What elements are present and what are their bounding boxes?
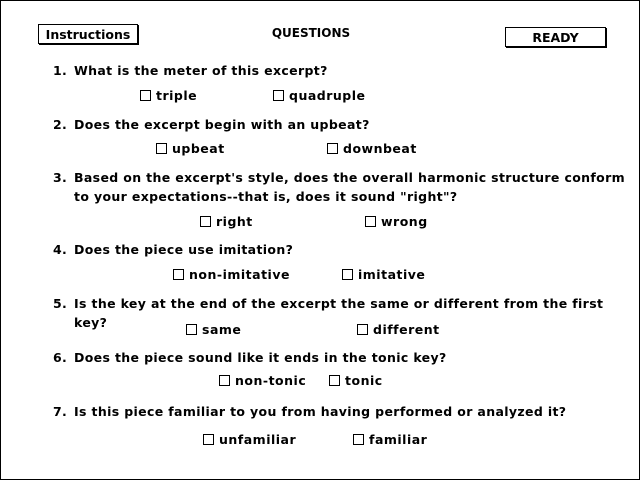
- question-5: [53, 294, 633, 332]
- option-quadruple[interactable]: [273, 87, 366, 103]
- question-1: [53, 61, 633, 80]
- option-unfamiliar[interactable]: [203, 431, 296, 447]
- question-number: 4.: [53, 242, 68, 257]
- option-same[interactable]: [186, 321, 241, 337]
- question-7: [53, 402, 633, 421]
- checkbox[interactable]: [219, 375, 230, 386]
- option-label: wrong: [381, 213, 428, 229]
- option-upbeat[interactable]: [156, 140, 225, 156]
- option-familiar[interactable]: [353, 431, 427, 447]
- option-downbeat[interactable]: [327, 140, 417, 156]
- question-text: Does the piece use imitation?: [74, 242, 294, 257]
- instructions-button[interactable]: Instructions: [38, 24, 138, 44]
- question-number: 6.: [53, 350, 68, 365]
- question-number: 7.: [53, 404, 68, 419]
- option-label: imitative: [358, 266, 426, 282]
- option-label: familiar: [369, 431, 428, 447]
- option-label: non-imitative: [189, 266, 290, 282]
- checkbox[interactable]: [173, 269, 184, 280]
- question-6: [53, 348, 633, 367]
- checkbox[interactable]: [200, 216, 211, 227]
- option-label: upbeat: [172, 140, 225, 156]
- option-right[interactable]: [200, 213, 253, 229]
- question-4: [53, 240, 633, 259]
- option-label: tonic: [345, 372, 383, 388]
- question-text: Does the excerpt begin with an upbeat?: [74, 117, 370, 132]
- option-label: different: [373, 321, 440, 337]
- question-number: 2.: [53, 117, 68, 132]
- question-number: 5.: [53, 296, 68, 311]
- option-wrong[interactable]: [365, 213, 428, 229]
- checkbox[interactable]: [329, 375, 340, 386]
- option-non-imitative[interactable]: [173, 266, 290, 282]
- question-text: Is this piece familiar to you from having performed or analyzed it?: [74, 404, 567, 419]
- question-2: [53, 115, 633, 134]
- option-different[interactable]: [357, 321, 440, 337]
- question-number: 1.: [53, 63, 68, 78]
- checkbox[interactable]: [273, 90, 284, 101]
- option-label: same: [202, 321, 242, 337]
- option-non-tonic[interactable]: [219, 372, 306, 388]
- option-label: right: [216, 213, 253, 229]
- option-label: quadruple: [289, 87, 366, 103]
- checkbox[interactable]: [357, 324, 368, 335]
- question-3: [53, 168, 633, 206]
- option-label: non-tonic: [235, 372, 307, 388]
- checkbox[interactable]: [327, 143, 338, 154]
- question-text: Does the piece sound like it ends in the tonic key?: [74, 350, 447, 365]
- option-tonic[interactable]: [329, 372, 383, 388]
- checkbox[interactable]: [353, 434, 364, 445]
- checkbox[interactable]: [203, 434, 214, 445]
- option-triple[interactable]: [140, 87, 197, 103]
- checkbox[interactable]: [140, 90, 151, 101]
- question-text: What is the meter of this excerpt?: [74, 63, 328, 78]
- question-text: Is the key at the end of the excerpt the same or different from the first key?: [74, 296, 604, 330]
- question-text: Based on the excerpt's style, does the overall harmonic structure conform to your expectations--that is, does it sound "right"?: [74, 170, 626, 204]
- option-label: downbeat: [343, 140, 417, 156]
- page-title: QUESTIONS: [271, 26, 351, 40]
- checkbox[interactable]: [365, 216, 376, 227]
- checkbox[interactable]: [186, 324, 197, 335]
- option-imitative[interactable]: [342, 266, 425, 282]
- checkbox[interactable]: [156, 143, 167, 154]
- ready-button[interactable]: READY: [505, 27, 606, 47]
- option-label: triple: [156, 87, 198, 103]
- option-label: unfamiliar: [219, 431, 297, 447]
- question-number: 3.: [53, 170, 68, 185]
- checkbox[interactable]: [342, 269, 353, 280]
